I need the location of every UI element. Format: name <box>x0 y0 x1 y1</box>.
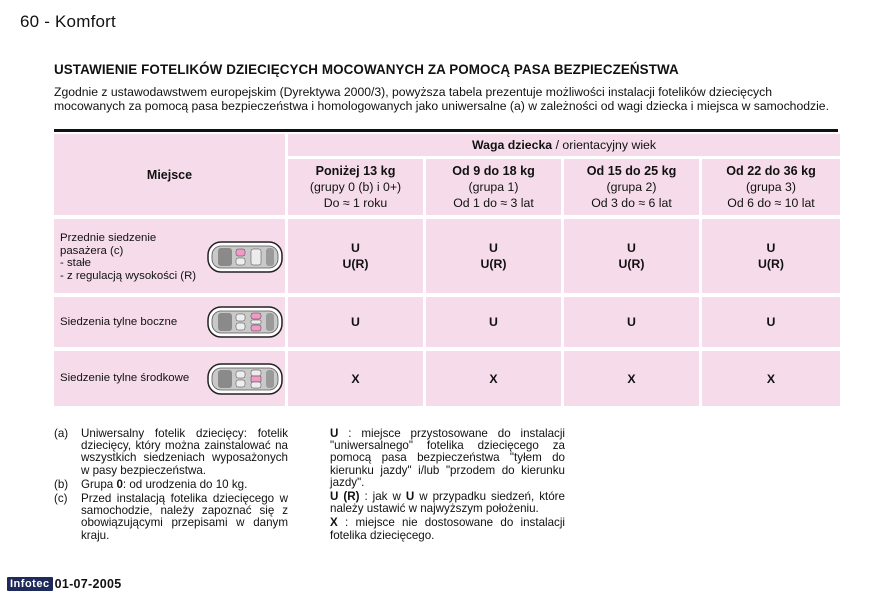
column-header <box>288 159 423 215</box>
column-title: Poniżej 13 kg <box>315 164 396 178</box>
footnotes-left <box>54 428 288 544</box>
column-group: (grupy 0 (b) i 0+) <box>309 180 402 194</box>
row-label-line: Siedzenie tylne środkowe <box>60 372 190 384</box>
column-title: Od 9 do 18 kg <box>452 164 535 178</box>
table-cell <box>702 297 840 347</box>
table-cell <box>426 297 561 347</box>
legend-item <box>330 428 565 489</box>
row-label-rear-side <box>54 297 285 347</box>
cell-value: U <box>489 315 498 329</box>
footnote-text: Uniwersalny fotelik dziecięcy: fotelik dziecięcy, który można zainstalować na wszystkich siedzeniach wyposażonych w pasy bezpieczeństwa. <box>81 427 288 477</box>
cell-value: U(R) <box>758 257 784 271</box>
cell-value: U(R) <box>618 257 645 271</box>
footer-date: 01-07-2005 <box>54 577 122 591</box>
legend-text: : jak w <box>359 490 406 504</box>
cell-value: X <box>351 371 360 386</box>
footnote-text <box>81 479 288 491</box>
footnote-text-part: Grupa <box>81 477 117 491</box>
weight-header-bold: Waga dziecka <box>471 138 553 152</box>
column-header <box>426 159 561 215</box>
column-age: Od 3 do ≈ 6 lat <box>591 196 672 210</box>
row-label-rear-middle <box>54 351 285 406</box>
car-seat-rear-side-icon <box>206 304 284 340</box>
row-label-line: - stałe <box>60 257 92 269</box>
footer <box>7 577 122 591</box>
page-header: 60 - Komfort <box>20 12 116 31</box>
infotec-logo: Infotec <box>7 577 53 591</box>
table-cell <box>564 219 699 293</box>
divider-rule <box>54 129 838 132</box>
table-cell <box>426 219 561 293</box>
cell-value: U <box>489 241 498 255</box>
weight-header <box>288 134 840 156</box>
table-cell <box>288 219 423 293</box>
footnote-label: (b) <box>54 477 69 491</box>
table-cell <box>288 297 423 347</box>
table-cell <box>564 351 699 406</box>
footnote-item <box>54 493 288 542</box>
cell-value: U <box>627 315 636 329</box>
table-cell <box>702 219 840 293</box>
cell-value: X <box>627 371 636 386</box>
legend-item <box>330 491 565 515</box>
table-cell <box>288 351 423 406</box>
car-seat-front-icon <box>206 239 284 275</box>
cell-value: X <box>766 371 776 386</box>
column-group: (grupa 2) <box>606 180 657 194</box>
cell-value: U <box>766 241 776 255</box>
legend-key: U (R) <box>330 490 360 504</box>
column-header <box>702 159 840 215</box>
legend-item <box>330 517 565 541</box>
cell-value: U <box>351 241 360 255</box>
column-age: Od 1 do ≈ 3 lat <box>453 196 534 210</box>
legend-key: X <box>330 516 338 530</box>
row-label-line: - z regulacją wysokości (R) <box>60 269 197 282</box>
legend-key: U <box>330 427 339 440</box>
legend-text: w przypadku siedzeń, które należy ustawić w najwyższym położeniu. <box>330 490 565 516</box>
cell-value: U <box>766 315 776 329</box>
footnote-label: (a) <box>54 427 69 440</box>
footnote-label: (c) <box>54 492 68 506</box>
cell-value: U <box>351 315 360 329</box>
column-title: Od 15 do 25 kg <box>586 164 677 178</box>
column-header <box>564 159 699 215</box>
legend-key: U <box>405 490 415 504</box>
cell-value: U(R) <box>342 257 369 271</box>
cell-value: U <box>627 241 636 255</box>
row-label-line: pasażera (c) <box>60 244 124 257</box>
weight-header-rest: / orientacyjny wiek <box>552 138 657 152</box>
intro-paragraph: Zgodnie z ustawodawstwem europejskim (Dyrektywa 2000/3), powyższa tabela prezentuje możliwości instalacji fotelików dziecięcych mocowanych za pomocą pasa bezpieczeństwa i homologowanych jako uniwersalne (a) w zależności od wagi dziecka i miejsca w samochodzie. <box>54 85 829 113</box>
row-label-line: Siedzenia tylne boczne <box>60 316 178 328</box>
footnote-item <box>54 428 288 477</box>
column-group: (grupa 3) <box>746 180 796 194</box>
place-header: Miejsce <box>54 134 285 215</box>
column-age: Od 6 do ≈ 10 lat <box>727 196 815 210</box>
table-cell <box>702 351 840 406</box>
legend-notes <box>330 428 565 544</box>
column-age: Do ≈ 1 roku <box>323 196 388 210</box>
row-label-line: Przednie siedzenie <box>60 232 157 244</box>
table-cell <box>564 297 699 347</box>
cell-value: X <box>489 371 498 386</box>
column-title: Od 22 do 36 kg <box>726 164 816 178</box>
row-label-front-passenger <box>54 219 285 293</box>
footnote-text: Przed instalacją fotelika dziecięcego w samochodzie, należy zapoznać się z obowiązującymi przepisami w danym kraju. <box>81 492 288 542</box>
footnote-item <box>54 479 288 491</box>
footnote-text-bold: 0 <box>116 477 123 491</box>
section-title: USTAWIENIE FOTELIKÓW DZIECIĘCYCH MOCOWANYCH ZA POMOCĄ PASA BEZPIECZEŃSTWA <box>54 62 679 77</box>
child-seat-table <box>54 134 840 414</box>
footnote-text-part: : od urodzenia do 10 kg. <box>122 477 248 491</box>
cell-value: U(R) <box>480 257 507 271</box>
column-group: (grupa 1) <box>468 180 519 194</box>
table-cell <box>426 351 561 406</box>
car-seat-rear-middle-icon <box>206 361 284 397</box>
legend-text: : miejsce nie dostosowane do instalacji fotelika dziecięcego. <box>330 516 565 542</box>
legend-text: : miejsce przystosowane do instalacji "uniwersalnego" fotelika dziecięcego za pomocą pasa bezpieczeństwa "tyłem do kierunku jazdy" i/lub "przodem do kierunku jazdy". <box>330 427 565 489</box>
